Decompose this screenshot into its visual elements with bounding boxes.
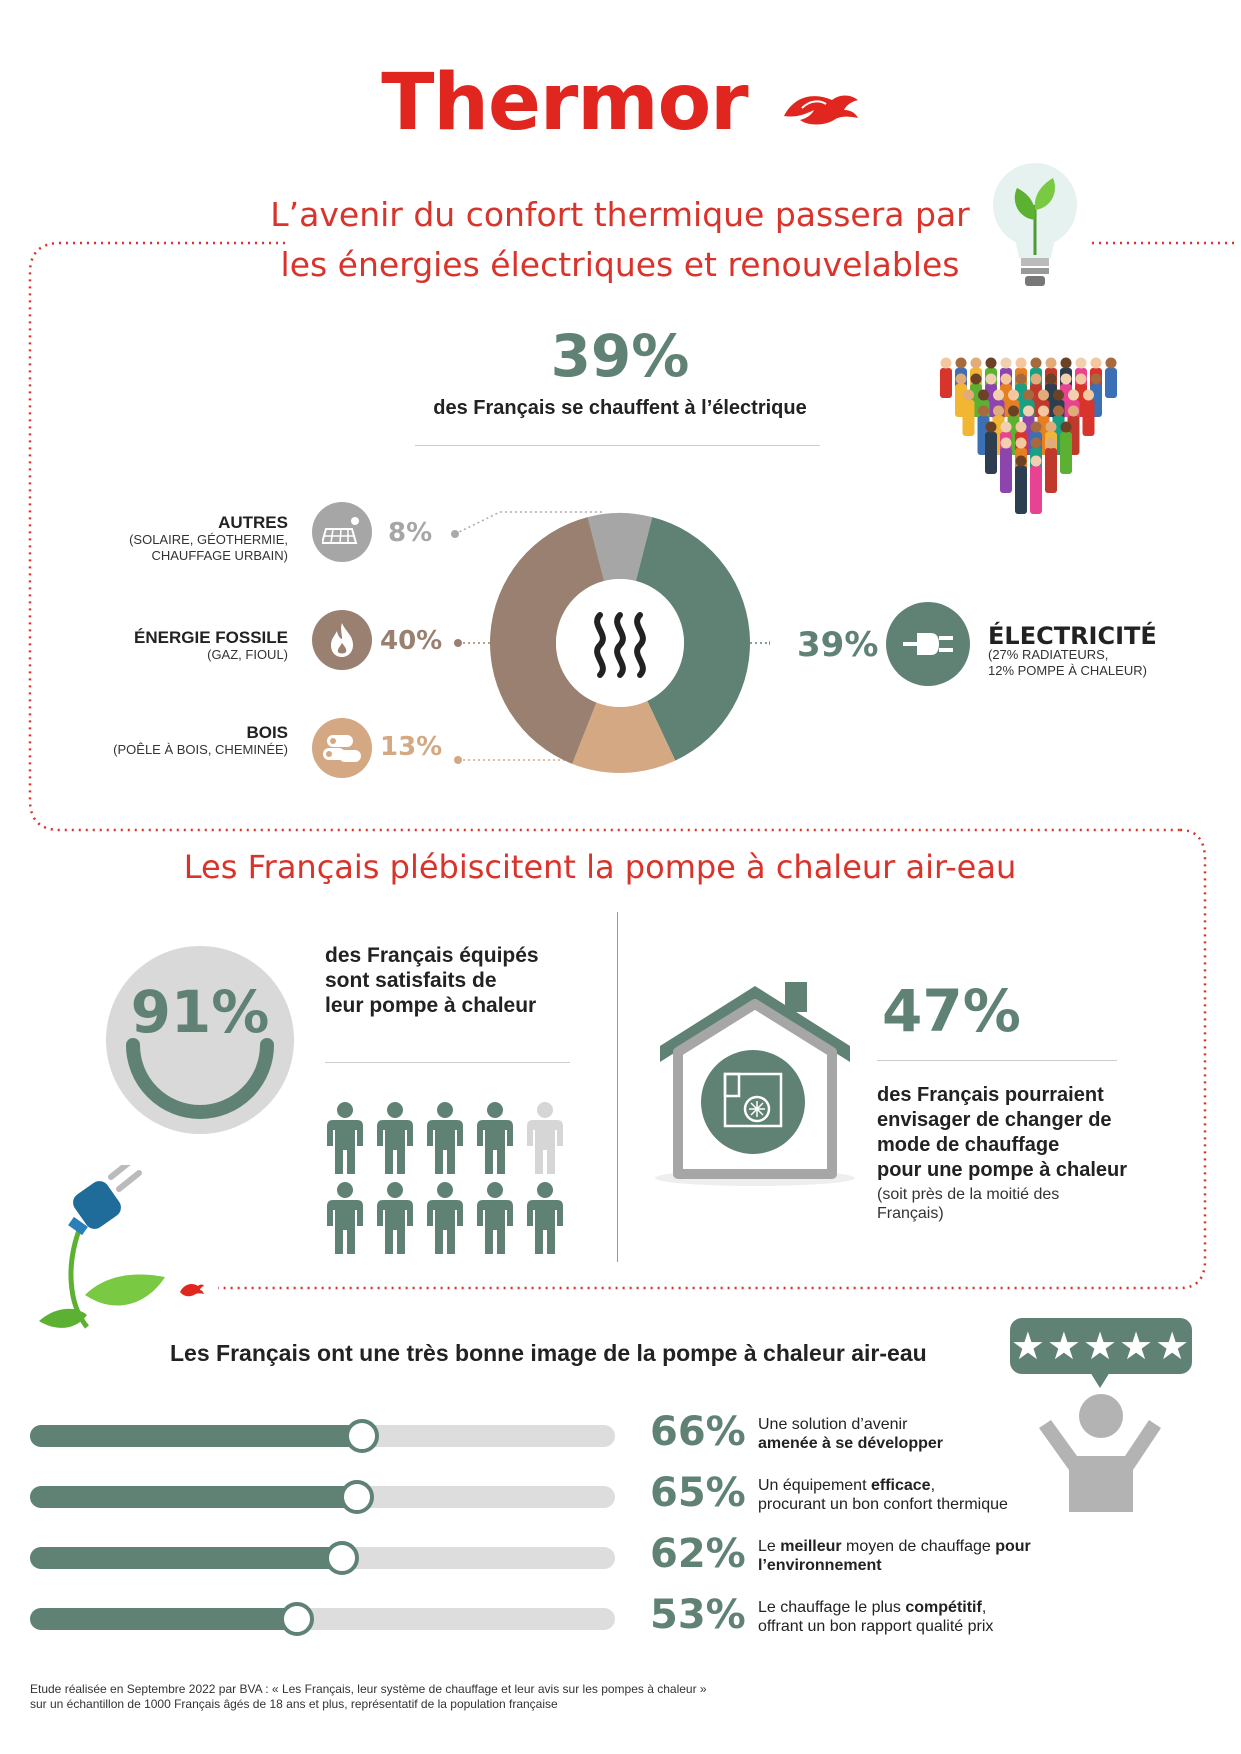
- person-icon-satisfied: [423, 1102, 467, 1174]
- person-icon-satisfied: [423, 1182, 467, 1254]
- person-icon-satisfied: [323, 1182, 367, 1254]
- rating-bar-text: [758, 1476, 1008, 1514]
- satisfied-text: [325, 943, 539, 1018]
- category-autres-name: AUTRES: [218, 513, 288, 532]
- electricity-name: ÉLECTRICITÉ: [988, 622, 1157, 650]
- satisfied-divider: [325, 1062, 570, 1063]
- rating-bar-track: [30, 1486, 615, 1508]
- electricity-label: [988, 622, 1157, 679]
- rating-bar-line1-bold: meilleur: [780, 1538, 842, 1555]
- rating-bar-line1-bold: efficace: [870, 1477, 931, 1494]
- rating-bar-line2-bold: amenée à se développer: [758, 1435, 943, 1452]
- rating-bar-line1-post: ,: [930, 1477, 936, 1494]
- footer-line2: sur un échantillon de 1000 Français âgés de 18 ans et plus, représentatif de la population française: [30, 1697, 558, 1711]
- rating-bar-line1-pre: Le chauffage le plus: [758, 1599, 906, 1616]
- rating-bar-fill: [30, 1608, 297, 1630]
- headline-text: des Français se chauffent à l’électrique: [433, 397, 807, 419]
- satisfied-pct: 91%: [130, 978, 270, 1046]
- rating-bar-text: [758, 1598, 993, 1636]
- rating-bar-line1-pre: Un équipement: [758, 1477, 871, 1494]
- rating-bar-row: [30, 1531, 1200, 1587]
- person-icon-satisfied: [373, 1182, 417, 1254]
- category-fossile-pct: 40%: [380, 626, 443, 656]
- brand-name: Thermor: [381, 58, 748, 148]
- solar-panel-icon: [312, 502, 372, 562]
- headline-divider: [415, 445, 820, 446]
- person-icon-satisfied: [523, 1182, 567, 1254]
- rating-bar-text-line2: [758, 1495, 1008, 1514]
- rating-bar-row: [30, 1470, 1200, 1526]
- category-bois-label: [40, 725, 288, 758]
- plug-plant-icon: [35, 1165, 175, 1335]
- rating-bar-text-line1: [758, 1537, 1031, 1556]
- category-fossile-label: [80, 630, 288, 663]
- rating-bar-knob: [340, 1480, 374, 1514]
- person-icon-unsatisfied: [523, 1102, 567, 1174]
- switch-line2: envisager de changer de: [877, 1109, 1112, 1131]
- rating-bar-pct: 66%: [650, 1409, 746, 1455]
- rating-bar-line1-pre: Le: [758, 1538, 781, 1555]
- category-autres-label: [80, 515, 288, 564]
- rating-bar-text: [758, 1537, 1031, 1575]
- section2-title: Les Français plébiscitent la pompe à chaleur air-eau: [183, 848, 1017, 886]
- energy-donut-chart: [430, 500, 770, 780]
- rating-bar-knob: [345, 1419, 379, 1453]
- rating-bar-track: [30, 1608, 615, 1630]
- rating-stars: ★★★★★: [1010, 1324, 1192, 1368]
- rating-bar-text-line2: [758, 1617, 993, 1636]
- person-icon-satisfied: [323, 1102, 367, 1174]
- rating-bar-knob: [325, 1541, 359, 1575]
- rating-bar-fill: [30, 1547, 342, 1569]
- section2-vertical-divider: [617, 912, 618, 1262]
- rating-bar-line1-bold: compétitif: [905, 1599, 982, 1616]
- rating-bar-pct: 53%: [650, 1592, 746, 1638]
- electricity-pct: 39%: [797, 625, 879, 665]
- rating-bar-pct: 62%: [650, 1531, 746, 1577]
- footer: [30, 1682, 707, 1712]
- people-grid: [323, 1102, 583, 1262]
- small-dragon-icon: [178, 1280, 204, 1298]
- category-autres-sub1: (SOLAIRE, GÉOTHERMIE,: [129, 532, 288, 547]
- rating-bar-fill: [30, 1486, 357, 1508]
- switch-note1: (soit près de la moitié des: [877, 1186, 1060, 1203]
- rating-bar-fill: [30, 1425, 362, 1447]
- rating-bar-row: [30, 1409, 1200, 1465]
- section1-title-line1: L’avenir du confort thermique passera par: [270, 195, 970, 234]
- satisfied-line1: des Français équipés: [325, 944, 539, 967]
- rating-bar-line2-bold: l’environnement: [758, 1557, 882, 1574]
- category-bois-pct: 13%: [380, 732, 443, 762]
- rating-bar-text-line1: [758, 1415, 943, 1434]
- rating-bar-track: [30, 1547, 615, 1569]
- rating-bar-line2-pre: offrant un bon rapport qualité prix: [758, 1618, 994, 1635]
- category-fossile-name: ÉNERGIE FOSSILE: [134, 628, 288, 647]
- plug-icon: [886, 602, 970, 686]
- rating-bar-text-line1: [758, 1598, 993, 1617]
- crowd-people-icon: [930, 350, 1135, 540]
- switch-note: [877, 1185, 1127, 1223]
- rating-bar-pct: 65%: [650, 1470, 746, 1516]
- satisfied-line2: sont satisfaits de: [325, 969, 497, 992]
- rating-bar-text-line2: [758, 1556, 1031, 1575]
- switch-note2: Français): [877, 1205, 944, 1222]
- section3-title: Les Français ont une très bonne image de la pompe à chaleur air-eau: [170, 1340, 927, 1366]
- person-icon-satisfied: [473, 1182, 517, 1254]
- category-autres-sub2: CHAUFFAGE URBAIN): [151, 548, 288, 563]
- category-autres-pct: 8%: [388, 518, 433, 548]
- electricity-sub1: (27% RADIATEURS,: [988, 647, 1109, 662]
- rating-bar-line1-post: ,: [981, 1599, 987, 1616]
- switch-text: [877, 1083, 1127, 1223]
- rating-bubble: [1010, 1318, 1192, 1374]
- switch-line4: pour une pompe à chaleur: [877, 1159, 1128, 1181]
- satisfied-line3: leur pompe à chaleur: [325, 994, 537, 1017]
- wood-logs-icon: [312, 718, 372, 778]
- switch-divider: [877, 1060, 1117, 1061]
- headline-pct: 39%: [550, 322, 690, 390]
- rating-bar-line1-post: moyen de chauffage: [841, 1538, 996, 1555]
- rating-bar-row: [30, 1592, 1200, 1648]
- rating-bar-text-line1: [758, 1476, 1008, 1495]
- footer-line1: Etude réalisée en Septembre 2022 par BVA : « Les Français, leur système de chauffage et leur avis sur les pompes à chaleur »: [30, 1682, 707, 1696]
- rating-bar-track: [30, 1425, 615, 1447]
- rating-bar-text-line2: [758, 1434, 943, 1453]
- switch-pct: 47%: [882, 977, 1021, 1045]
- heat-pump-house-icon: [650, 978, 860, 1188]
- category-fossile-sub1: (GAZ, FIOUL): [207, 647, 288, 662]
- rating-bar-line1-pre: Une solution d’avenir: [758, 1416, 908, 1433]
- person-icon-satisfied: [373, 1102, 417, 1174]
- rating-bars: [30, 1409, 1200, 1675]
- switch-line1: des Français pourraient: [877, 1084, 1104, 1106]
- category-bois-name: BOIS: [246, 723, 288, 742]
- lightbulb-plant-icon: [985, 160, 1085, 295]
- rating-bar-text: [758, 1415, 943, 1453]
- category-bois-sub1: (POÊLE À BOIS, CHEMINÉE): [113, 742, 288, 757]
- rating-bar-line1-bold2: pour: [995, 1538, 1031, 1555]
- section1-title: [230, 190, 1010, 290]
- rating-bar-line2-pre: procurant un bon confort thermique: [758, 1496, 1008, 1513]
- person-icon-satisfied: [473, 1102, 517, 1174]
- rating-bar-knob: [280, 1602, 314, 1636]
- flame-icon: [312, 610, 372, 670]
- electricity-sub2: 12% POMPE À CHALEUR): [988, 663, 1147, 678]
- section1-title-line2: les énergies électriques et renouvelables: [280, 245, 960, 284]
- switch-line3: mode de chauffage: [877, 1134, 1060, 1156]
